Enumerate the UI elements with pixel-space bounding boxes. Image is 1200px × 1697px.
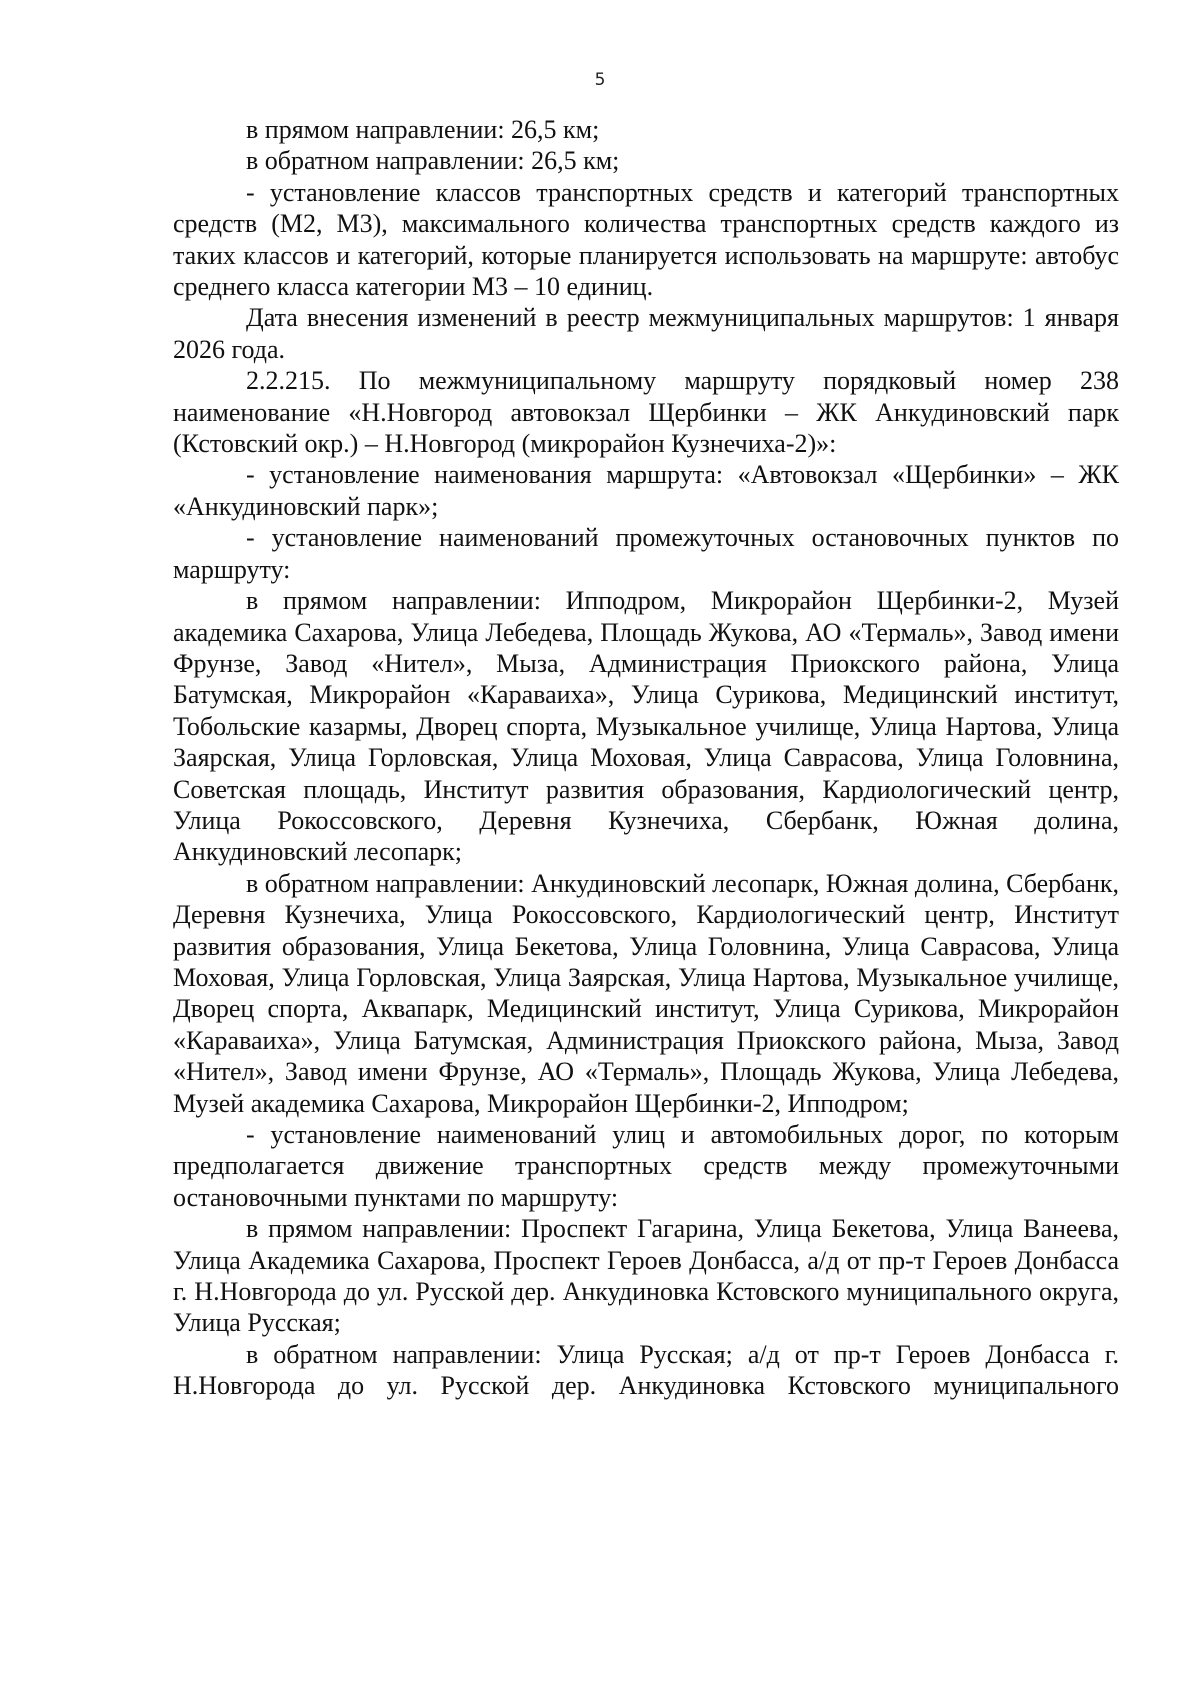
paragraph-stops-backward: в обратном направлении: Анкудиновский лесопарк, Южная долина, Сбербанк, Деревня Кузнечиха, Улица Рокоссовского, Кардиологический центр, Институт развития образования, Улица Бекетова, Улица Головнина, Улица Саврасова, Улица Моховая, Улица Горловская, Улица Заярская, Улица Нартова, Музыкальное училище, Дворец спорта, Аквапарк, Медицинский институт, Улица Сурикова, Микрорайон «Караваиха», Улица Батумская, Администрация Приокского района, Мыза, Завод «Нител», Завод имени Фрунзе, АО «Термаль», Площадь Жукова, Улица Лебедева, Музей академика Сахарова, Микрорайон Щербинки-2, Ипподром; xyxy=(173,868,1119,1118)
paragraph-registry-date: Дата внесения изменений в реестр межмуниципальных маршрутов: 1 января 2026 года. xyxy=(173,303,1119,364)
paragraph-stops-forward: в прямом направлении: Ипподром, Микрорайон Щербинки-2, Музей академика Сахарова, Улица Лебедева, Площадь Жукова, АО «Термаль», Завод имени Фрунзе, Завод «Нител», Мыза, Администрация Приокского района, Улица Батумская, Микрорайон «Караваиха», Улица Сурикова, Медицинский институт, Тобольские казармы, Дворец спорта, Музыкальное училище, Улица Нартова, Улица Заярская, Улица Горловская, Улица Моховая, Улица Саврасова, Улица Головнина, Советская площадь, Институт развития образования, Кардиологический центр, Улица Рокоссовского, Деревня Кузнечиха, Сбербанк, Южная долина, Анкудиновский лесопарк; xyxy=(173,586,1119,867)
paragraph-vehicle-classes: - установление классов транспортных средств и категорий транспортных средств (М2, М3), максимального количества транспортных средств каждого из таких классов и категорий, которые планируется использовать на маршруте: автобус среднего класса категории М3 – 10 единиц. xyxy=(173,177,1119,302)
paragraph-streets-forward: в прямом направлении: Проспект Гагарина, Улица Бекетова, Улица Ванеева, Улица Академика Сахарова, Проспект Героев Донбасса, а/д от пр-т Героев Донбасса г. Н.Новгорода до ул. Русской дер. Анкудиновка Кстовского муниципального округа, Улица Русская; xyxy=(173,1214,1119,1338)
paragraph-streets-heading: - установление наименований улиц и автомобильных дорог, по которым предполагается движение транспортных средств между промежуточными остановочными пунктами по маршруту: xyxy=(173,1120,1119,1212)
paragraph-streets-backward: в обратном направлении: Улица Русская; а/д от пр-т Героев Донбасса г. Н.Новгорода до ул. Русской дер. Анкудиновка Кстовского муниципального xyxy=(173,1339,1119,1401)
paragraph-route-name: - установление наименования маршрута: «Автовокзал «Щербинки» – ЖК «Анкудиновский парк»; xyxy=(173,460,1119,521)
paragraph-stops-heading: - установление наименований промежуточных остановочных пунктов по маршруту: xyxy=(173,523,1119,584)
page-number: 5 xyxy=(594,70,606,90)
paragraph-route-238: 2.2.215. По межмуниципальному маршруту порядковый номер 238 наименование «Н.Новгород автовокзал Щербинки – ЖК Анкудиновский парк (Кстовский окр.) – Н.Новгород (микрорайон Кузнечиха-2)»: xyxy=(173,366,1119,459)
document-body xyxy=(173,114,1119,1402)
paragraph-backward-distance: в обратном направлении: 26,5 км; xyxy=(246,146,620,176)
paragraph-forward-distance: в прямом направлении: 26,5 км; xyxy=(246,115,600,144)
